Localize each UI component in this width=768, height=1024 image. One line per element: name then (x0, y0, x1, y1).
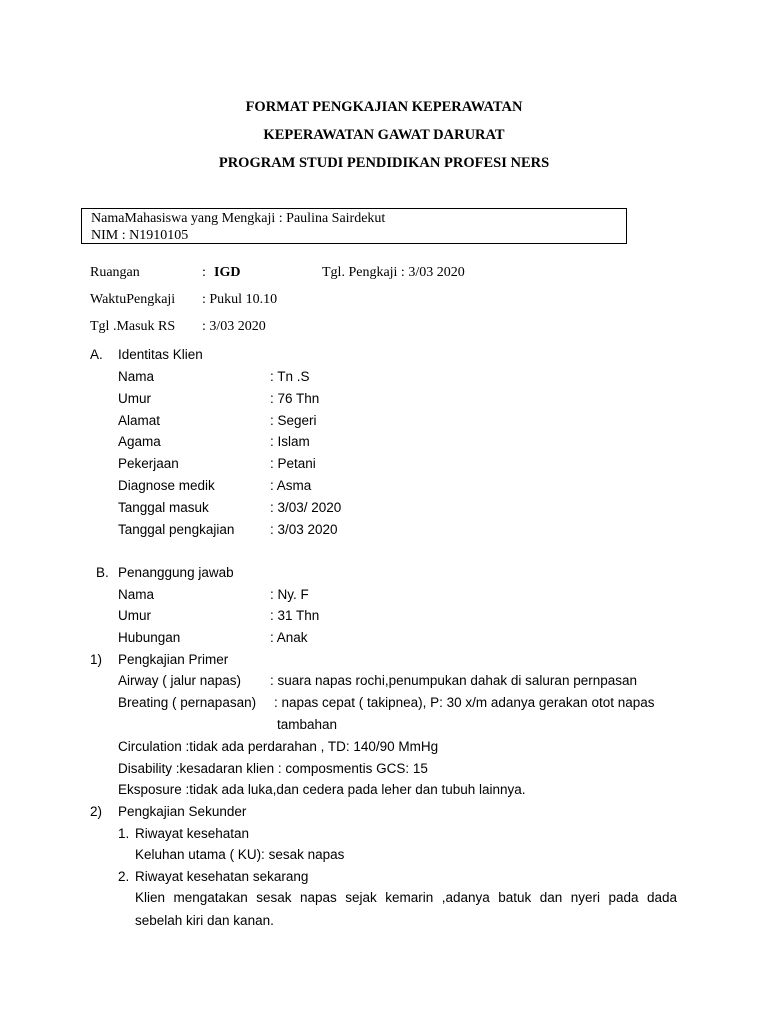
item2-marker: 2. (118, 869, 130, 884)
item1-marker: 1. (118, 826, 130, 841)
primary-marker: 1) (90, 652, 103, 667)
field-label: Umur (118, 608, 151, 623)
field-value: : 31 Thn (270, 608, 320, 623)
field-value: : Islam (270, 434, 310, 449)
field-label: Tanggal pengkajian (118, 522, 235, 537)
field-label: Umur (118, 391, 151, 406)
student-info-box (81, 208, 627, 244)
tgl-masuk-value: : 3/03 2020 (202, 319, 266, 334)
section-b-marker: B. (96, 565, 109, 580)
disability-line: Disability :kesadaran klien : composmentis GCS: 15 (118, 761, 428, 776)
circulation-line: Circulation :tidak ada perdarahan , TD: 140/90 MmHg (118, 739, 439, 754)
breathing-continued: tambahan (277, 717, 338, 732)
tgl-masuk-label: Tgl .Masuk RS (90, 319, 176, 334)
header-title-1: FORMAT PENGKAJIAN KEPERAWATAN (245, 99, 523, 115)
field-value: : Segeri (270, 413, 317, 428)
section-a-title: Identitas Klien (118, 347, 203, 362)
field-value: : Anak (270, 630, 308, 645)
field-value: : 3/03/ 2020 (270, 500, 342, 515)
item2-title: Riwayat kesehatan sekarang (135, 869, 309, 884)
ruangan-label: Ruangan (90, 265, 140, 280)
field-value: : 3/03 2020 (270, 522, 338, 537)
header-title-2: KEPERAWATAN GAWAT DARURAT (263, 127, 505, 143)
breathing-value: : napas cepat ( takipnea), P: 30 x/m adanya gerakan otot napas (274, 695, 655, 710)
waktu-label: WaktuPengkaji (90, 292, 176, 307)
field-label: Tanggal masuk (118, 500, 209, 515)
field-label: Nama (118, 587, 155, 602)
item1-title: Riwayat kesehatan (135, 826, 250, 841)
field-value: : Petani (270, 456, 316, 471)
student-name-line: NamaMahasiswa yang Mengkaji : Paulina Sairdekut (91, 211, 386, 226)
primary-title: Pengkajian Primer (118, 652, 229, 667)
tgl-pengkaji: Tgl. Pengkaji : 3/03 2020 (322, 265, 465, 280)
field-value: : Tn .S (270, 369, 310, 384)
waktu-value: : Pukul 10.10 (202, 292, 278, 307)
field-label: Pekerjaan (118, 456, 179, 471)
exposure-line: Eksposure :tidak ada luka,dan cedera pada leher dan tubuh lainnya. (118, 782, 526, 797)
item2-paragraph-line-2: sebelah kiri dan kanan. (135, 913, 274, 928)
student-nim-line: NIM : N1910105 (91, 228, 189, 243)
breathing-label: Breating ( pernapasan) (118, 695, 257, 710)
field-label: Alamat (118, 413, 161, 428)
field-value: : 76 Thn (270, 391, 320, 406)
ruangan-value: IGD (214, 265, 241, 280)
field-label: Nama (118, 369, 155, 384)
header-title-3: PROGRAM STUDI PENDIDIKAN PROFESI NERS (218, 155, 550, 171)
field-label: Hubungan (118, 630, 181, 645)
section-b-title: Penanggung jawab (118, 565, 234, 580)
section-a-marker: A. (90, 347, 103, 362)
item1-text: Keluhan utama ( KU): sesak napas (135, 847, 345, 862)
secondary-marker: 2) (90, 804, 103, 819)
item2-paragraph-line-1: Klien mengatakan sesak napas sejak kemarin ,adanya batuk dan nyeri pada dada (135, 890, 677, 905)
airway-label: Airway ( jalur napas) (118, 673, 242, 688)
secondary-title: Pengkajian Sekunder (118, 804, 247, 819)
airway-value: : suara napas rochi,penumpukan dahak di saluran pernpasan (270, 673, 637, 688)
field-value: : Asma (270, 478, 312, 493)
ruangan-colon: : (202, 265, 206, 280)
field-value: : Ny. F (270, 587, 309, 602)
field-label: Diagnose medik (118, 478, 215, 493)
field-label: Agama (118, 434, 161, 449)
